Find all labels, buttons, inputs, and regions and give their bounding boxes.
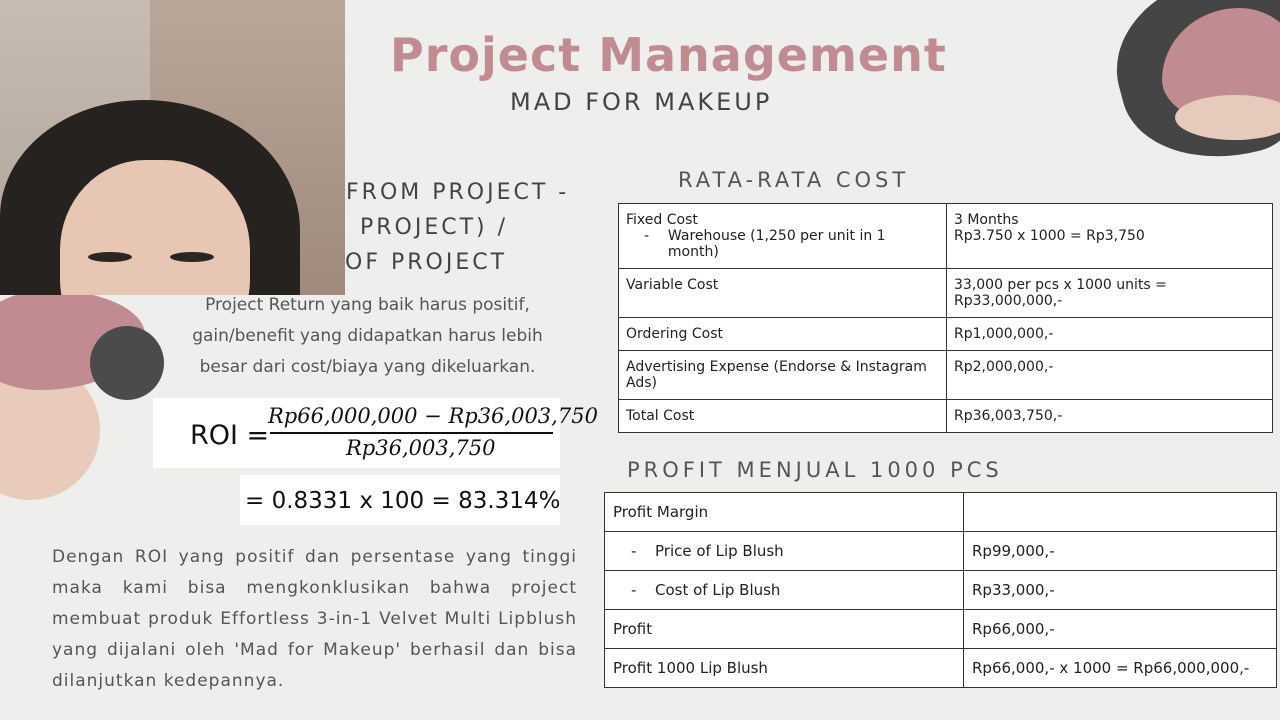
ordering-cost-value: Rp1,000,000,- <box>947 318 1273 351</box>
table-row <box>619 351 1273 400</box>
roi-formula-line-3: OF PROJECT <box>345 250 508 275</box>
list-item <box>613 542 955 560</box>
table-row <box>619 204 1273 269</box>
variable-cost-label: Variable Cost <box>619 269 947 318</box>
webcam-person-eye <box>88 252 132 262</box>
fixed-cost-label: Fixed Cost <box>626 212 698 228</box>
fraction-bar <box>270 432 553 434</box>
total-cost-value: Rp36,003,750,- <box>947 400 1273 433</box>
bullet-dash: - <box>631 581 637 599</box>
slide-title: Project Management <box>390 28 947 82</box>
profit-margin-label: Profit Margin <box>605 493 964 532</box>
profit-value: Rp66,000,- <box>964 610 1277 649</box>
roi-result: = 0.8331 x 100 = 83.314% <box>245 488 561 514</box>
profit-1000-value: Rp66,000,- x 1000 = Rp66,000,000,- <box>964 649 1277 688</box>
roi-numerator: Rp66,000,000 − Rp36,003,750 <box>268 404 598 428</box>
table-row <box>619 400 1273 433</box>
table-row <box>605 610 1277 649</box>
fixed-cost-value: Rp3.750 x 1000 = Rp3,750 <box>954 228 1145 244</box>
bullet-dash: - <box>644 228 650 244</box>
price-label: Price of Lip Blush <box>655 542 784 560</box>
decorative-circle-dark <box>90 326 164 400</box>
profit-section-title: PROFIT MENJUAL 1000 PCS <box>627 458 1003 482</box>
table-row <box>605 493 1277 532</box>
table-row <box>605 532 1277 571</box>
webcam-video-overlay <box>0 0 345 295</box>
ordering-cost-label: Ordering Cost <box>619 318 947 351</box>
cost-table <box>618 203 1273 433</box>
table-row <box>619 269 1273 318</box>
table-row <box>605 571 1277 610</box>
table-row <box>619 318 1273 351</box>
table-row <box>605 649 1277 688</box>
bullet-dash: - <box>631 542 637 560</box>
table-cell <box>605 571 964 610</box>
profit-margin-value <box>964 493 1277 532</box>
roi-label: ROI = <box>190 420 270 451</box>
roi-denominator: Rp36,003,750 <box>346 436 496 460</box>
table-cell <box>605 532 964 571</box>
cost-section-title: RATA-RATA COST <box>678 168 910 192</box>
list-item <box>626 228 939 260</box>
cost-value: Rp33,000,- <box>964 571 1277 610</box>
roi-formula-line-2: PROJECT) / <box>360 215 509 240</box>
profit-label: Profit <box>605 610 964 649</box>
fixed-cost-duration: 3 Months <box>954 212 1019 228</box>
roi-formula-line-1: FROM PROJECT - <box>346 180 570 205</box>
profit-table <box>604 492 1277 688</box>
table-cell <box>619 204 947 269</box>
total-cost-label: Total Cost <box>619 400 947 433</box>
cost-label: Cost of Lip Blush <box>655 581 781 599</box>
conclusion-text: Dengan ROI yang positif dan persentase yang tinggi maka kami bisa mengkonklusikan bahwa project membuat produk Effortless 3-in-1 Velvet Multi Lipblush yang dijalani oleh 'Mad for Makeup' berhasil dan bisa dilanjutkan kedepannya. <box>52 547 577 691</box>
profit-1000-label: Profit 1000 Lip Blush <box>605 649 964 688</box>
list-item <box>613 581 955 599</box>
table-cell <box>947 204 1273 269</box>
advertising-expense-value: Rp2,000,000,- <box>947 351 1273 400</box>
roi-description: Project Return yang baik harus positif, gain/benefit yang didapatkan harus lebih besar dari cost/biaya yang dikeluarkan. <box>192 295 543 377</box>
price-value: Rp99,000,- <box>964 532 1277 571</box>
variable-cost-value: 33,000 per pcs x 1000 units = Rp33,000,000,- <box>947 269 1273 318</box>
slide-subtitle: MAD FOR MAKEUP <box>510 88 773 116</box>
advertising-expense-label: Advertising Expense (Endorse & Instagram Ads) <box>619 351 947 400</box>
webcam-person-eye <box>170 252 214 262</box>
warehouse-label: Warehouse (1,250 per unit in 1 month) <box>667 228 886 260</box>
